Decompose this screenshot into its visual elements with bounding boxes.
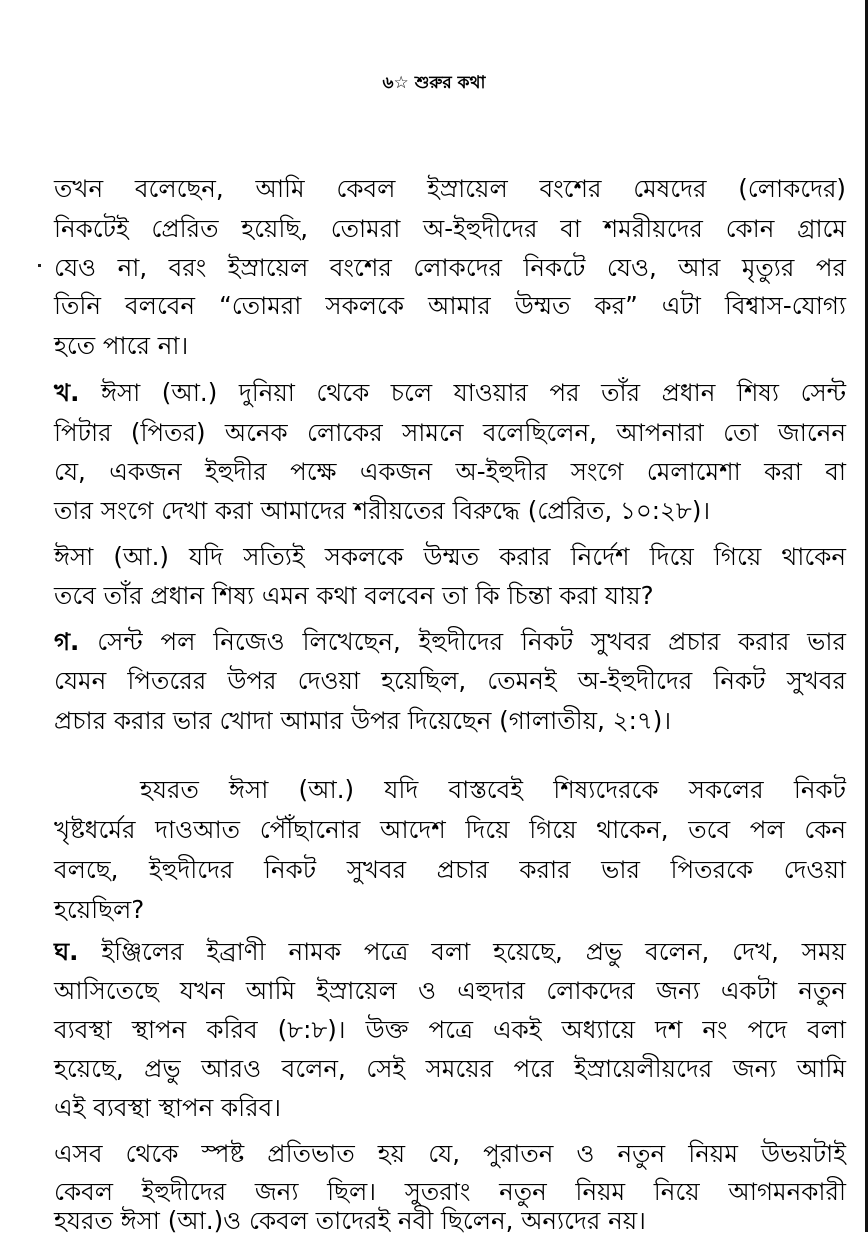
paragraph-4-line-1-text: সেন্ট পল নিজেও লিখেছেন, ইহুদীদের নিকট সুখবর প্রচার করার ভার (79, 627, 846, 656)
paragraph-6-line-1 (54, 935, 846, 969)
paragraph-2-marker: খ. (54, 378, 80, 407)
paragraph-1-line-3: যেও না, বরং ইস্রায়েল বংশের লোকদের নিকটে যেও, আর মৃত্যুর পর (54, 253, 846, 282)
paragraph-3-line-1: ঈসা (আ.) যদি সত্যিই সকলকে উম্মত করার নির্দেশ দিয়ে গিয়ে থাকেন (54, 542, 846, 571)
paragraph-4-line-2: যেমন পিতরের উপর দেওয়া হয়েছিল, তেমনই অ-ইহুদীদের নিকট সুখবর (54, 666, 846, 695)
paragraph-2-line-2: পিটার (পিতর) অনেক লোকের সামনে বলেছিলেন, আপনারা তো জানেন (54, 418, 846, 447)
paragraph-5-line-2: খৃষ্টধর্মের দাওআত পৌঁছানোর আদেশ দিয়ে গিয়ে থাকেন, তবে পল কেন (54, 815, 846, 844)
paragraph-2-line-4: তার সংগে দেখা করা আমাদের শরীয়তের বিরুদ্ধে (প্রেরিত, ১০:২৮)। (54, 496, 711, 525)
paragraph-3-line-2: তবে তাঁর প্রধান শিষ্য এমন কথা বলবেন তা কি চিন্তা করা যায়? (54, 581, 654, 610)
paragraph-6-line-1-text: ইঞ্জিলের ইব্রাণী নামক পত্রে বলা হয়েছে, প্রভু বলেন, দেখ, সময় (78, 937, 846, 966)
paragraph-1-line-2: নিকটেই প্রেরিত হয়েছি, তোমরা অ-ইহুদীদের বা শমরীয়দের কোন গ্রামে (54, 214, 846, 243)
paragraph-2-line-1 (54, 376, 846, 410)
paragraph-5-line-1: হযরত ঈসা (আ.) যদি বাস্তবেই শিষ্যদেরকে সকলের নিকট (140, 775, 846, 804)
paragraph-1-line-4: তিনি বলবেন “তোমরা সকলকে আমার উম্মত কর” এটা বিশ্বাস-যোগ্য (54, 291, 846, 320)
paragraph-7-line-1: এসব থেকে স্পষ্ট প্রতিভাত হয় যে, পুরাতন ও নতুন নিয়ম উভয়টাই (54, 1139, 846, 1168)
paragraph-1-line-5: হতে পারে না। (54, 331, 189, 360)
paragraph-5-line-3: বলছে, ইহুদীদের নিকট সুখবর প্রচার করার ভার পিতরকে দেওয়া (54, 855, 846, 884)
paragraph-6-marker: ঘ. (54, 937, 79, 966)
paragraph-6-line-5: এই ব্যবস্থা স্থাপন করিব। (54, 1093, 282, 1122)
paragraph-6-line-2: আসিতেছে যখন আমি ইস্রায়েল ও এহুদার লোকদের জন্য একটা নতুন (54, 976, 846, 1005)
paragraph-2-line-1-text: ঈসা (আ.) দুনিয়া থেকে চলে যাওয়ার পর তাঁর প্রধান শিষ্য সেন্ট (79, 378, 846, 407)
paragraph-4-line-1 (54, 625, 846, 659)
paragraph-1-line-1: তখন বলেছেন, আমি কেবল ইস্রায়েল বংশের মেষদের (লোকদের) (54, 174, 846, 203)
paragraph-7-line-3: হযরত ঈসা (আ.)ও কেবল তাদেরই নবী ছিলেন, অন্যদের নয়। (54, 1206, 646, 1235)
paragraph-5-line-4: হয়েছিল? (54, 895, 145, 924)
paragraph-6-line-3: ব্যবস্থা স্থাপন করিব (৮:৮)। উক্ত পত্রে একই অধ্যায়ে দশ নং পদে বলা (54, 1015, 846, 1044)
page-header: ৬☆ শুরুর কথা (382, 73, 486, 93)
paragraph-4-marker: গ. (54, 627, 80, 656)
paragraph-2-line-3: যে, একজন ইহুদীর পক্ষে একজন অ-ইহুদীর সংগে মেলামেশা করা বা (54, 457, 846, 486)
paragraph-4-line-3: প্রচার করার ভার খোদা আমার উপর দিয়েছেন (গালাতীয়, ২:৭)। (54, 706, 672, 735)
scan-speck (38, 264, 41, 267)
paragraph-6-line-4: হয়েছে, প্রভু আরও বলেন, সেই সময়ের পরে ইস্রায়েলীয়দের জন্য আমি (54, 1054, 846, 1083)
paragraph-7-line-2: কেবল ইহুদীদের জন্য ছিল। সুতরাং নতুন নিয়ম নিয়ে আগমনকারী (54, 1177, 846, 1206)
